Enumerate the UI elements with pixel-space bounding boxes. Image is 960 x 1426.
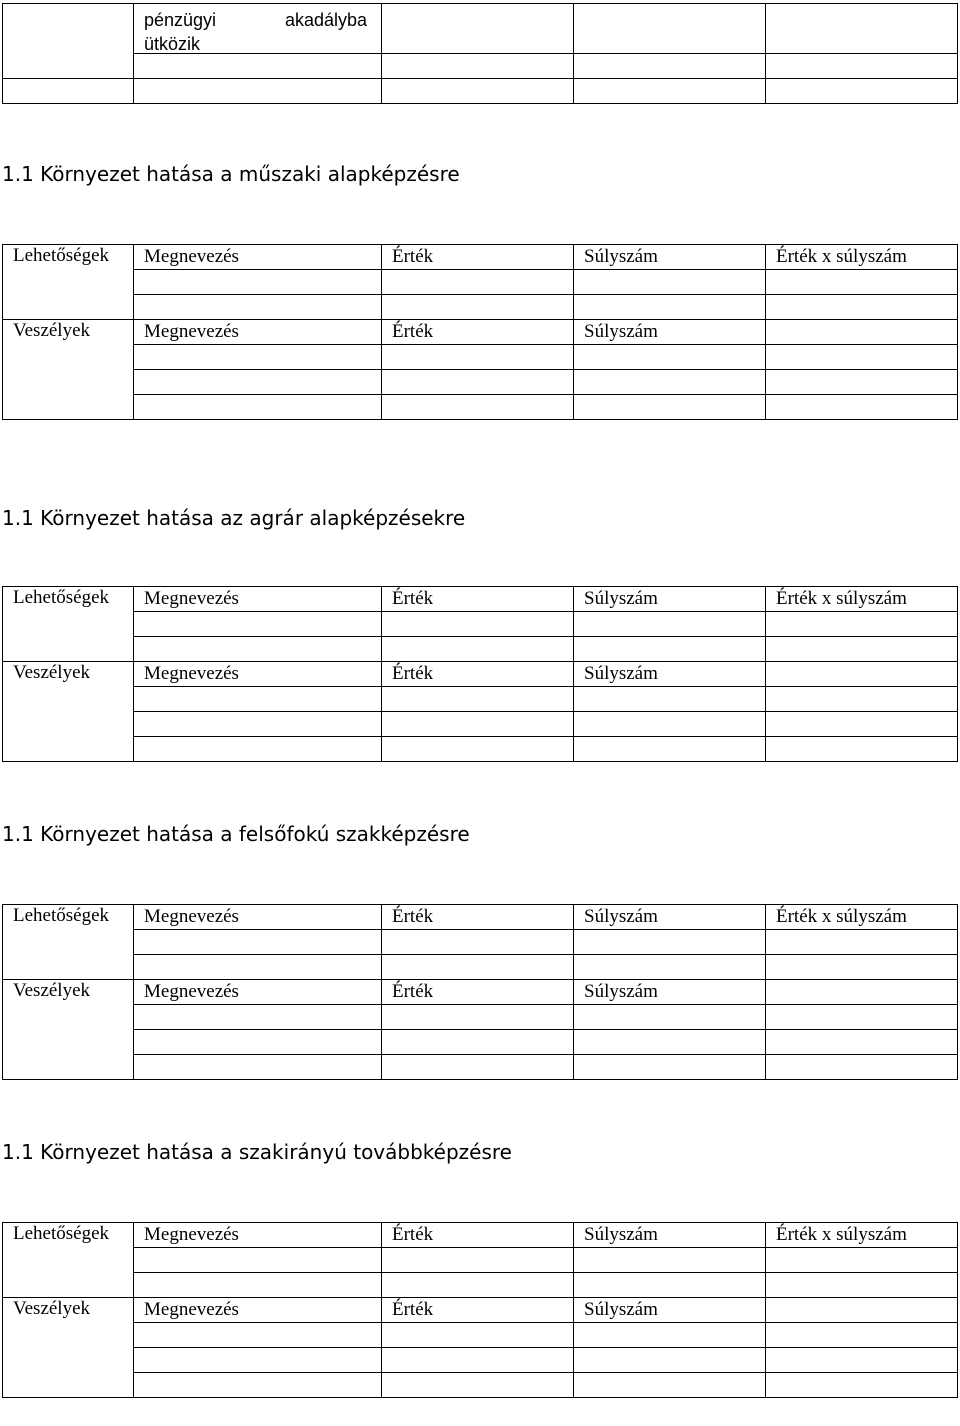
opportunities-label: Lehetőségek — [3, 245, 134, 320]
table-row — [3, 1248, 958, 1273]
header-name: Megnevezés — [134, 980, 382, 1005]
table-cell — [574, 1323, 766, 1348]
table-cell — [134, 1055, 382, 1080]
table-cell — [766, 1248, 958, 1273]
table-cell — [766, 370, 958, 395]
table-row — [3, 737, 958, 762]
table-cell — [382, 1005, 574, 1030]
table-cell — [134, 612, 382, 637]
table-cell — [134, 295, 382, 320]
header-value: Érték — [382, 905, 574, 930]
table-cell — [766, 395, 958, 420]
table-cell — [766, 662, 958, 687]
opportunities-label: Lehetőségek — [3, 587, 134, 662]
table-cell — [574, 1273, 766, 1298]
header-name: Megnevezés — [134, 320, 382, 345]
table-cell — [766, 612, 958, 637]
table-cell — [382, 712, 574, 737]
table-cell — [574, 737, 766, 762]
table-cell — [766, 270, 958, 295]
table-cell — [382, 637, 574, 662]
table-cell — [134, 270, 382, 295]
top-word-penzugyi: pénzügyi — [144, 10, 217, 30]
table-row — [3, 905, 958, 930]
header-weight: Súlyszám — [574, 245, 766, 270]
table-cell — [134, 1373, 382, 1398]
table-cell — [382, 54, 574, 79]
table-row — [3, 1030, 958, 1055]
table-cell — [382, 295, 574, 320]
table-row — [3, 295, 958, 320]
opportunities-label: Lehetőségek — [3, 905, 134, 980]
header-name: Megnevezés — [134, 245, 382, 270]
table-row — [3, 587, 958, 612]
table-row — [3, 955, 958, 980]
table-row — [3, 370, 958, 395]
table-cell — [574, 612, 766, 637]
header-value-x-weight: Érték x súlyszám — [766, 1223, 958, 1248]
section-heading: 1.1 Környezet hatása a műszaki alapképzésre — [2, 162, 460, 186]
header-weight: Súlyszám — [574, 587, 766, 612]
header-weight: Súlyszám — [574, 1298, 766, 1323]
table-cell — [766, 1298, 958, 1323]
section-heading: 1.1 Környezet hatása a szakirányú továbbképzésre — [2, 1140, 512, 1164]
table-cell — [766, 4, 958, 54]
table-cell — [574, 345, 766, 370]
header-value: Érték — [382, 1223, 574, 1248]
table-cell — [134, 370, 382, 395]
table-cell — [134, 1030, 382, 1055]
table-cell — [134, 1248, 382, 1273]
table-cell — [766, 1273, 958, 1298]
table-cell — [766, 687, 958, 712]
table-row — [3, 1005, 958, 1030]
opportunities-label: Lehetőségek — [3, 1223, 134, 1298]
table-cell — [574, 687, 766, 712]
table-cell — [766, 54, 958, 79]
threats-label: Veszélyek — [3, 980, 134, 1080]
table-cell — [285, 4, 574, 54]
threats-label: Veszélyek — [3, 662, 134, 762]
table-cell — [382, 1323, 574, 1348]
table-row — [3, 395, 958, 420]
table-row — [3, 1273, 958, 1298]
header-weight: Súlyszám — [574, 1223, 766, 1248]
table-cell — [134, 1273, 382, 1298]
header-value: Érték — [382, 320, 574, 345]
header-value-x-weight: Érték x súlyszám — [766, 587, 958, 612]
table-cell — [134, 54, 382, 79]
section-heading: 1.1 Környezet hatása a felsőfokú szakképzésre — [2, 822, 470, 846]
table-row — [3, 637, 958, 662]
header-value-x-weight: Érték x súlyszám — [766, 905, 958, 930]
threats-label: Veszélyek — [3, 320, 134, 420]
table-cell — [574, 637, 766, 662]
table-cell — [382, 1248, 574, 1273]
table-cell — [382, 687, 574, 712]
table-row — [3, 1298, 958, 1323]
header-value-x-weight: Érték x súlyszám — [766, 245, 958, 270]
table-cell — [382, 395, 574, 420]
table-row — [3, 320, 958, 345]
table-cell — [382, 1273, 574, 1298]
table-cell — [574, 4, 766, 54]
table-cell — [766, 295, 958, 320]
table-cell — [766, 1373, 958, 1398]
top-partial-table — [2, 3, 958, 104]
header-value: Érték — [382, 1298, 574, 1323]
table-cell — [134, 79, 382, 104]
swot-table — [2, 904, 958, 1080]
header-weight: Súlyszám — [574, 980, 766, 1005]
table-cell — [766, 320, 958, 345]
swot-table — [2, 244, 958, 420]
table-cell — [766, 1055, 958, 1080]
table-cell — [574, 1248, 766, 1273]
table-cell — [766, 79, 958, 104]
header-name: Megnevezés — [134, 587, 382, 612]
table-row — [3, 930, 958, 955]
swot-table — [2, 586, 958, 762]
table-cell — [382, 1030, 574, 1055]
table-cell — [382, 345, 574, 370]
header-weight: Súlyszám — [574, 320, 766, 345]
table-cell — [766, 980, 958, 1005]
table-cell — [134, 687, 382, 712]
table-cell — [3, 79, 134, 104]
header-name: Megnevezés — [134, 662, 382, 687]
table-cell — [574, 1055, 766, 1080]
table-cell — [574, 370, 766, 395]
table-row — [3, 687, 958, 712]
table-row — [3, 612, 958, 637]
table-cell — [382, 612, 574, 637]
top-word-akadalyba: akadályba — [285, 10, 368, 30]
table-cell — [574, 930, 766, 955]
table-cell — [382, 1055, 574, 1080]
table-cell — [382, 955, 574, 980]
table-cell — [134, 930, 382, 955]
header-value: Érték — [382, 245, 574, 270]
table-row — [3, 1373, 958, 1398]
table-row — [3, 345, 958, 370]
table-row — [3, 712, 958, 737]
table-cell — [766, 930, 958, 955]
header-weight: Súlyszám — [574, 905, 766, 930]
section-heading: 1.1 Környezet hatása az agrár alapképzésekre — [2, 506, 466, 530]
table-cell — [134, 1323, 382, 1348]
table-cell — [766, 955, 958, 980]
table-cell — [574, 270, 766, 295]
swot-table — [2, 1222, 958, 1398]
table-cell — [134, 345, 382, 370]
table-cell — [574, 1030, 766, 1055]
header-value: Érték — [382, 980, 574, 1005]
header-name: Megnevezés — [134, 1298, 382, 1323]
table-row — [3, 1323, 958, 1348]
table-row — [3, 270, 958, 295]
table-cell — [574, 54, 766, 79]
table-cell — [382, 737, 574, 762]
table-cell — [574, 1005, 766, 1030]
table-cell — [382, 270, 574, 295]
table-row — [3, 1055, 958, 1080]
table-cell — [134, 1348, 382, 1373]
table-cell — [382, 79, 574, 104]
threats-label: Veszélyek — [3, 1298, 134, 1398]
header-weight: Súlyszám — [574, 662, 766, 687]
table-cell — [766, 1030, 958, 1055]
table-cell — [766, 1323, 958, 1348]
header-value: Érték — [382, 587, 574, 612]
table-cell — [574, 1348, 766, 1373]
top-row-label-cell — [3, 4, 134, 79]
table-cell — [134, 955, 382, 980]
table-cell — [766, 737, 958, 762]
table-cell — [382, 370, 574, 395]
header-name: Megnevezés — [134, 905, 382, 930]
table-cell — [574, 79, 766, 104]
table-cell — [574, 395, 766, 420]
table-row — [3, 1223, 958, 1248]
table-cell — [382, 1348, 574, 1373]
table-cell — [382, 1373, 574, 1398]
top-word-utkozik: ütközik — [144, 34, 201, 54]
table-row — [3, 980, 958, 1005]
table-cell — [766, 1005, 958, 1030]
table-cell — [134, 1005, 382, 1030]
table-row — [3, 245, 958, 270]
table-cell — [766, 637, 958, 662]
header-value: Érték — [382, 662, 574, 687]
header-name: Megnevezés — [134, 1223, 382, 1248]
table-row — [3, 662, 958, 687]
table-cell — [574, 712, 766, 737]
table-cell — [766, 712, 958, 737]
table-cell — [574, 955, 766, 980]
table-cell — [766, 345, 958, 370]
table-row — [3, 1348, 958, 1373]
table-cell — [134, 712, 382, 737]
table-cell — [766, 1348, 958, 1373]
table-cell — [382, 930, 574, 955]
table-cell — [134, 637, 382, 662]
table-cell — [574, 295, 766, 320]
table-cell — [134, 395, 382, 420]
table-cell — [134, 737, 382, 762]
table-cell — [574, 1373, 766, 1398]
